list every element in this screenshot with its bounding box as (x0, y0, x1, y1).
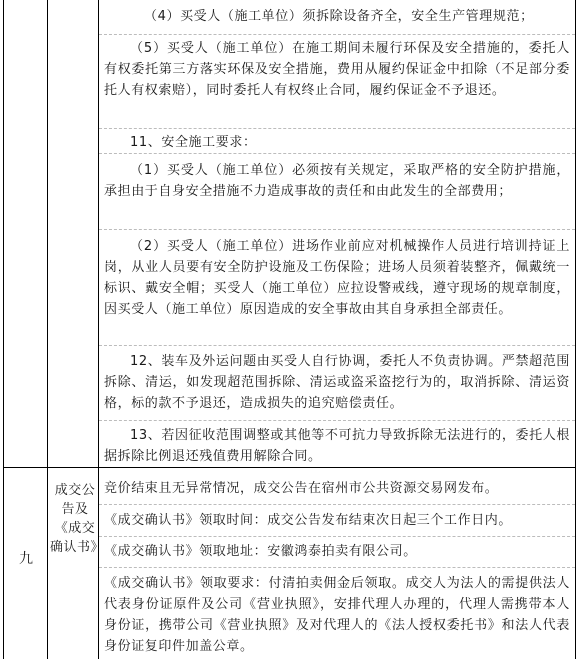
paragraph-separator (99, 504, 575, 505)
confirmation-pickup-requirements: 《成交确认书》领取要求：付清拍卖佣金后领取。成交人为法人的需提供法人代表身份证原件及公司《营业执照》，安排代理人办理的，代理人需携带本人身份证，携带公司《营业执照》及对代理人的《法人授权委托书》和法人代表身份证复印件加盖公章。 (104, 576, 570, 654)
table-border-column-1 (47, 0, 48, 659)
paragraph-separator (99, 229, 575, 230)
table-border-right (575, 0, 576, 659)
row-label: 成交公告及《成交确认书》 (50, 483, 105, 555)
section-12: 12、装车及外运问题由买受人自行协调，委托人不负责协调。严禁超范围拆除、清运，如发现超范围拆除、清运或盗采盗挖行为的，取消拆除、清运资格，标的款不予退还，造成损失的追究赔偿责任。 (104, 354, 570, 411)
row-number: 九 (19, 551, 33, 567)
paragraph-separator (99, 536, 575, 537)
paragraph-separator (99, 153, 575, 154)
paragraph-separator (99, 420, 575, 421)
clause-11-1: （1）买受人（施工单位）必须按有关规定，采取严格的安全防护措施，承担由于自身安全措施不力造成事故的责任和由此发生的全部费用； (104, 163, 570, 199)
clause-11-2: （2）买受人（施工单位）进场作业前应对机械操作人员进行培训持证上岗，从业人员要有安全防护设施及工伤保险；进场人员须着装整齐，佩戴统一标识、戴安全帽；买受人（施工单位）应拉设警戒线，遵守现场的规章制度，因买受人（施工单位）原因造成的安全事故由其自身承担全部责任。 (104, 239, 570, 317)
announcement-publication: 竞价结束且无异常情况，成交公告在宿州市公共资源交易网发布。 (104, 481, 499, 496)
section-13: 13、若因征收范围调整或其他等不可抗力导致拆除无法进行的，委托人根据拆除比例退还残值费用解除合同。 (104, 428, 570, 464)
confirmation-pickup-address: 《成交确认书》领取地址：安徽鸿泰拍卖有限公司。 (104, 544, 417, 559)
paragraph-separator (99, 34, 575, 35)
table-border-left (3, 0, 4, 659)
table-border-column-2 (98, 0, 99, 659)
clause-4: （4）买受人（施工单位）须拆除设备齐全，安全生产管理规范； (144, 9, 534, 24)
section-11-heading: 11、安全施工要求： (130, 135, 257, 150)
confirmation-pickup-time: 《成交确认书》领取时间：成交公告发布结束次日起三个工作日内。 (104, 513, 513, 528)
paragraph-separator (99, 345, 575, 346)
clause-5: （5）买受人（施工单位）在施工期间未履行环保及安全措施的，委托人有权委托第三方落实环保及安全措施，费用从履约保证金中扣除（不足部分委托人有权索赔），同时委托人有权终止合同，履约保证金不予退还。 (104, 41, 570, 98)
row-divider (3, 467, 576, 468)
paragraph-separator (99, 567, 575, 568)
paragraph-separator (99, 128, 575, 129)
